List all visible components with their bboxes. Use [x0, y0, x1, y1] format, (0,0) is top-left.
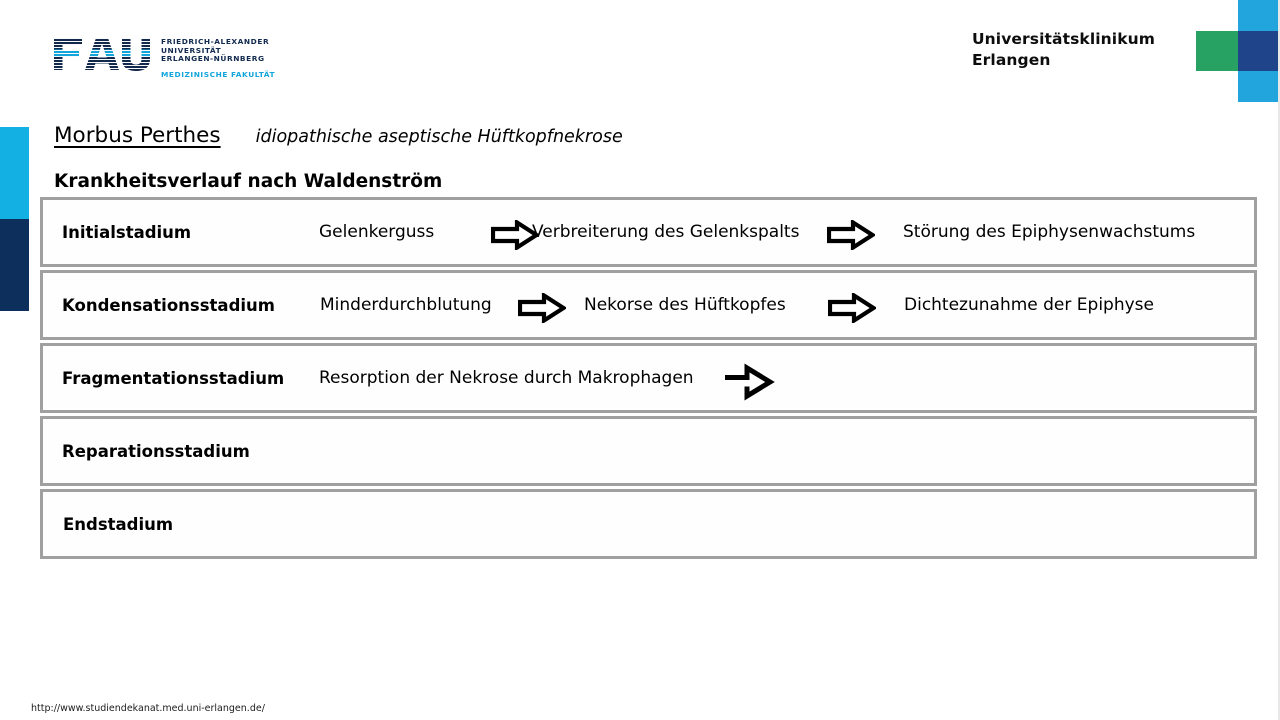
footer-url[interactable]: http://www.studiendekanat.med.uni-erlangen.de/: [31, 703, 265, 714]
block-arrow-right-icon: [827, 220, 875, 250]
left-edge-color-blocks: [0, 127, 29, 311]
stage-label: Endstadium: [63, 514, 174, 534]
uker-wordmark: [972, 29, 1155, 71]
stage-step: Störung des Epiphysenwachstums: [903, 222, 1196, 242]
slide-title-row: [54, 123, 623, 148]
stage-label: Reparationsstadium: [62, 441, 250, 461]
table-row: [40, 270, 1257, 340]
uker-color-blocks: [1196, 0, 1278, 102]
table-row: [40, 416, 1257, 486]
stage-step: Minderdurchblutung: [320, 295, 492, 315]
outline-arrow-right-icon: [721, 363, 775, 401]
stage-step: Dichtezunahme der Epiphyse: [904, 295, 1154, 315]
block-arrow-right-icon: [518, 293, 566, 323]
stage-step: Nekorse des Hüftkopfes: [584, 295, 786, 315]
color-block-green: [1196, 31, 1238, 71]
fau-line-3: ERLANGEN-NÜRNBERG: [161, 54, 265, 64]
fau-line-1: FRIEDRICH-ALEXANDER: [161, 37, 270, 46]
stage-step: Gelenkerguss: [319, 222, 435, 242]
color-block-cyan-bottom: [1238, 71, 1278, 102]
stage-label: Kondensationsstadium: [62, 295, 275, 315]
fau-logo-mark: [52, 36, 152, 72]
stage-step: Resorption der Nekrose durch Makrophagen: [319, 368, 694, 388]
stage-table: [40, 197, 1257, 562]
table-row: [40, 343, 1257, 413]
page-title: Morbus Perthes: [54, 123, 221, 148]
fau-logo-wordmark: [161, 36, 275, 79]
stage-step: Verbreiterung des Gelenkspalts: [532, 222, 800, 242]
uker-line-1: Universitätsklinikum: [971, 30, 1155, 48]
section-heading: Krankheitsverlauf nach Waldenström: [54, 171, 443, 192]
color-block-navy: [1238, 31, 1278, 71]
fau-logo: [52, 36, 275, 79]
fau-faculty-line: MEDIZINISCHE FAKULTÄT: [161, 69, 276, 79]
block-arrow-right-icon: [828, 293, 876, 323]
uker-line-2: Erlangen: [971, 51, 1051, 69]
table-row: [40, 489, 1257, 559]
color-block-cyan-top: [1238, 0, 1278, 31]
left-block-cyan: [0, 127, 29, 219]
table-row: [40, 197, 1257, 267]
fau-line-2: UNIVERSITÄT: [161, 45, 222, 55]
page-subtitle: idiopathische aseptische Hüftkopfnekrose: [255, 127, 623, 147]
stage-label: Initialstadium: [62, 222, 192, 242]
stage-label: Fragmentationsstadium: [62, 368, 285, 388]
left-block-navy: [0, 219, 29, 311]
